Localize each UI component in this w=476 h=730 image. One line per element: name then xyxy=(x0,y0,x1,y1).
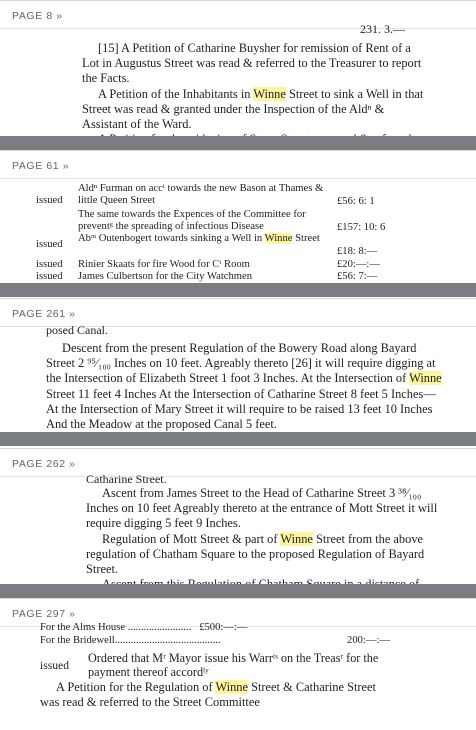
result-page-261 xyxy=(0,298,476,434)
page-header-link[interactable]: PAGE 297 » xyxy=(0,598,476,627)
cut-line: 231. 3.— xyxy=(360,22,405,36)
paragraph: A Petition of the Inhabitants in Winne Street to sink a Well in that Street was read & granted under the Inspection of the Aldⁿ & Assistant of the Ward. xyxy=(82,86,424,132)
ledger-line: For the Bridewell........................................ 200:—:— xyxy=(40,635,390,646)
result-page-262 xyxy=(0,448,476,584)
issued-mark: issued xyxy=(36,259,63,270)
paragraph: [15] A Petition of Catharine Buysher for remission of Rent of a Lot in Augustus Street was read & referred to the Treasurer to report the Facts. xyxy=(82,41,422,86)
paragraph: A Petition for the Regulation of Winne Street & Catharine Street was read & referred to the Street Committee xyxy=(40,680,376,710)
cut-line: Catharine Street. xyxy=(86,472,167,486)
cut-line: posed Canal. xyxy=(46,323,108,337)
page-header-link[interactable]: PAGE 262 » xyxy=(0,448,476,477)
paragraph: Ascent from James Street to the Head of Catharine Street 3 ³⁸⁄₁₀₀ Inches on 10 feet Agreably thereto at the entrance of Mott Street it will require digging 5 feet 9 Inches. xyxy=(86,486,438,531)
panel-separator xyxy=(0,283,476,297)
issued-mark: issued xyxy=(36,239,63,250)
paragraph: Descent from the present Regulation of the Bowery Road along Bayard Street 2 ⁹⁵⁄₁₀₀ Inches on 10 feet. Agreably thereto [26] it will require digging at the Intersection of Elizabeth Street 1 foot 3 Inches. At the Intersection of Winne Street 11 feet 4 Inches At the Intersection of Catharine Street 8 feet 5 Inches—At the Intersection of Mary Street it will require to be raised 13 feet 10 Inches And the Meadow at the proposed Canal 5 feet. xyxy=(46,341,442,432)
issued-mark: issued xyxy=(40,659,69,672)
search-highlight: Winne xyxy=(264,233,293,244)
page-snippet xyxy=(0,472,476,583)
page-snippet xyxy=(0,622,476,730)
result-page-297 xyxy=(0,598,476,730)
issued-mark: issued xyxy=(36,195,63,206)
order-text: Ordered that Mʳ Mayor issue his Warrᵗˢ on the Treasʳ for the payment thereof accordˡʸ xyxy=(88,651,379,680)
result-page-8 xyxy=(0,0,476,150)
page-header-link[interactable]: PAGE 8 » xyxy=(0,0,476,29)
search-highlight: Winne xyxy=(215,680,248,694)
page-snippet xyxy=(0,22,476,149)
page-snippet xyxy=(0,323,476,433)
issued-mark: issued xyxy=(36,271,63,282)
search-highlight: Winne xyxy=(280,531,313,546)
panel-separator xyxy=(0,584,476,598)
page-header-link[interactable]: PAGE 61 » xyxy=(0,150,476,179)
search-highlight: Winne xyxy=(253,86,286,101)
page-snippet: issued Aldⁿ Furman on accᵗ towards the new Bason at Thames & little Queen Street £56: 6: 1 The same towards the Expences of the Committee for preventᵍ the spreading of infectious Disease £157: 10: 6 issued Abᵐ Outenbogert towards sinking a Well in Winne Street £18: 8:— issued Rinier Skaats for fire Wood for Cᵗ Room £20:—:— issued James Culbertson for the City Watchmen £56: 7:— xyxy=(0,179,476,296)
result-page-61 xyxy=(0,150,476,296)
cut-line: For the Alms House ........................ £500:—:— xyxy=(40,622,248,633)
search-highlight: Winne xyxy=(409,371,442,386)
panel-separator xyxy=(0,432,476,446)
panel-separator xyxy=(0,136,476,150)
page-header-link[interactable]: PAGE 261 » xyxy=(0,298,476,327)
paragraph: Regulation of Mott Street & part of Winne Street from the above regulation of Chatham Square to the proposed Regulation of Bayard Street. xyxy=(86,531,425,577)
